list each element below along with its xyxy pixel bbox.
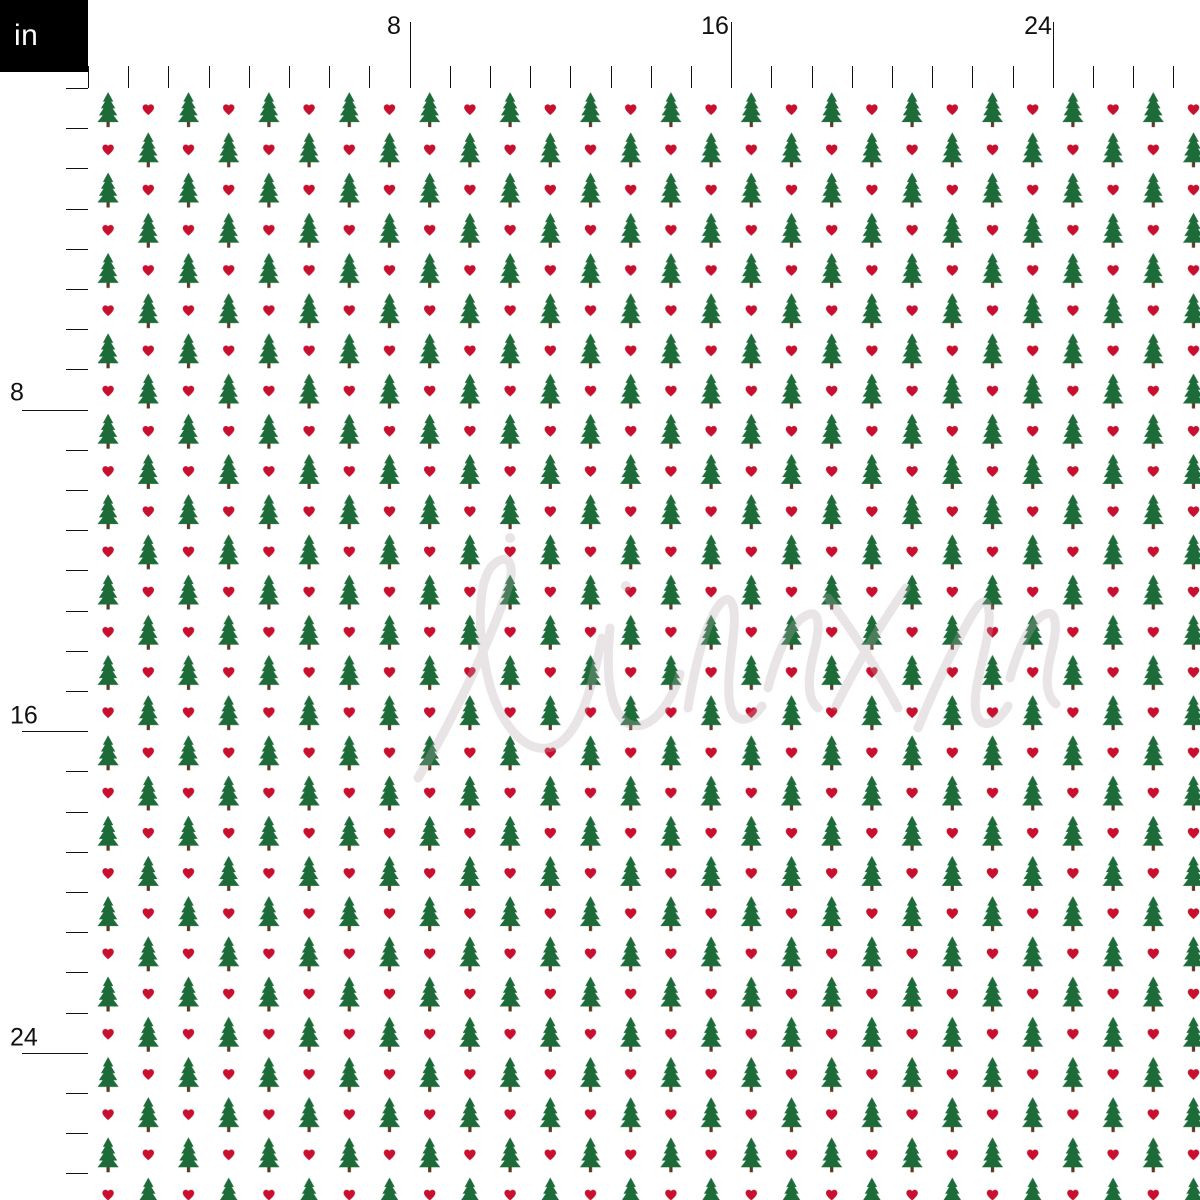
ruler-tick-minor [289, 66, 290, 88]
ruler-tick-minor [329, 66, 330, 88]
ruler-tick-minor [66, 892, 88, 893]
ruler-tick-minor [66, 771, 88, 772]
ruler-label-left-2: 24 [10, 1023, 38, 1052]
ruler-tick-minor [249, 66, 250, 88]
ruler-tick-minor [66, 490, 88, 491]
ruler-tick-minor [66, 812, 88, 813]
ruler-tick-minor [66, 329, 88, 330]
ruler-tick-minor [66, 852, 88, 853]
ruler-label-top-1: 16 [701, 12, 729, 40]
ruler-tick-minor [66, 88, 88, 89]
ruler-tick-major [1053, 22, 1054, 88]
ruler-tick-minor [611, 66, 612, 88]
ruler-vertical [0, 88, 88, 1200]
ruler-tick-minor [66, 611, 88, 612]
ruler-tick-minor [209, 66, 210, 88]
ruler-tick-minor [66, 450, 88, 451]
ruler-tick-major [731, 22, 732, 88]
ruler-tick-minor [66, 209, 88, 210]
ruler-tick-minor [66, 1173, 88, 1174]
ruler-tick-minor [66, 128, 88, 129]
ruler-tick-minor [892, 66, 893, 88]
ruler-tick-minor [66, 570, 88, 571]
ruler-tick-minor [1013, 66, 1014, 88]
ruler-tick-minor [128, 66, 129, 88]
ruler-tick-major [22, 1053, 88, 1054]
ruler-tick-minor [66, 972, 88, 973]
ruler-tick-minor [1173, 66, 1174, 88]
ruler-tick-minor [972, 66, 973, 88]
pattern-canvas [88, 88, 1200, 1200]
ruler-tick-minor [66, 369, 88, 370]
ruler-tick-minor [66, 1133, 88, 1134]
ruler-tick-minor [812, 66, 813, 88]
ruler-tick-minor [66, 651, 88, 652]
ruler-tick-minor [66, 249, 88, 250]
ruler-tick-minor [66, 932, 88, 933]
ruler-tick-minor [570, 66, 571, 88]
ruler-tick-minor [88, 66, 89, 88]
ruler-tick-minor [852, 66, 853, 88]
ruler-tick-major [22, 410, 88, 411]
ruler-tick-minor [1133, 66, 1134, 88]
ruler-tick-minor [771, 66, 772, 88]
ruler-label-left-0: 8 [10, 378, 24, 407]
ruler-tick-major [410, 22, 411, 88]
unit-label: in [14, 19, 39, 52]
ruler-label-top-2: 24 [1024, 12, 1052, 40]
ruler-tick-minor [66, 530, 88, 531]
ruler-tick-minor [66, 168, 88, 169]
ruler-tick-minor [66, 289, 88, 290]
ruler-tick-minor [66, 691, 88, 692]
ruler-tick-minor [369, 66, 370, 88]
ruler-tick-minor [66, 1013, 88, 1014]
ruler-tick-major [22, 731, 88, 732]
ruler-horizontal [88, 0, 1200, 88]
fabric-swatch [88, 88, 1200, 1200]
ruler-tick-minor [530, 66, 531, 88]
ruler-tick-minor [168, 66, 169, 88]
ruler-tick-minor [66, 1093, 88, 1094]
ruler-tick-minor [691, 66, 692, 88]
ruler-tick-minor [932, 66, 933, 88]
unit-badge [0, 0, 88, 72]
ruler-tick-minor [651, 66, 652, 88]
ruler-tick-minor [1093, 66, 1094, 88]
ruler-tick-minor [490, 66, 491, 88]
ruler-tick-minor [450, 66, 451, 88]
ruler-label-left-1: 16 [10, 701, 38, 730]
ruler-label-top-0: 8 [387, 12, 401, 40]
